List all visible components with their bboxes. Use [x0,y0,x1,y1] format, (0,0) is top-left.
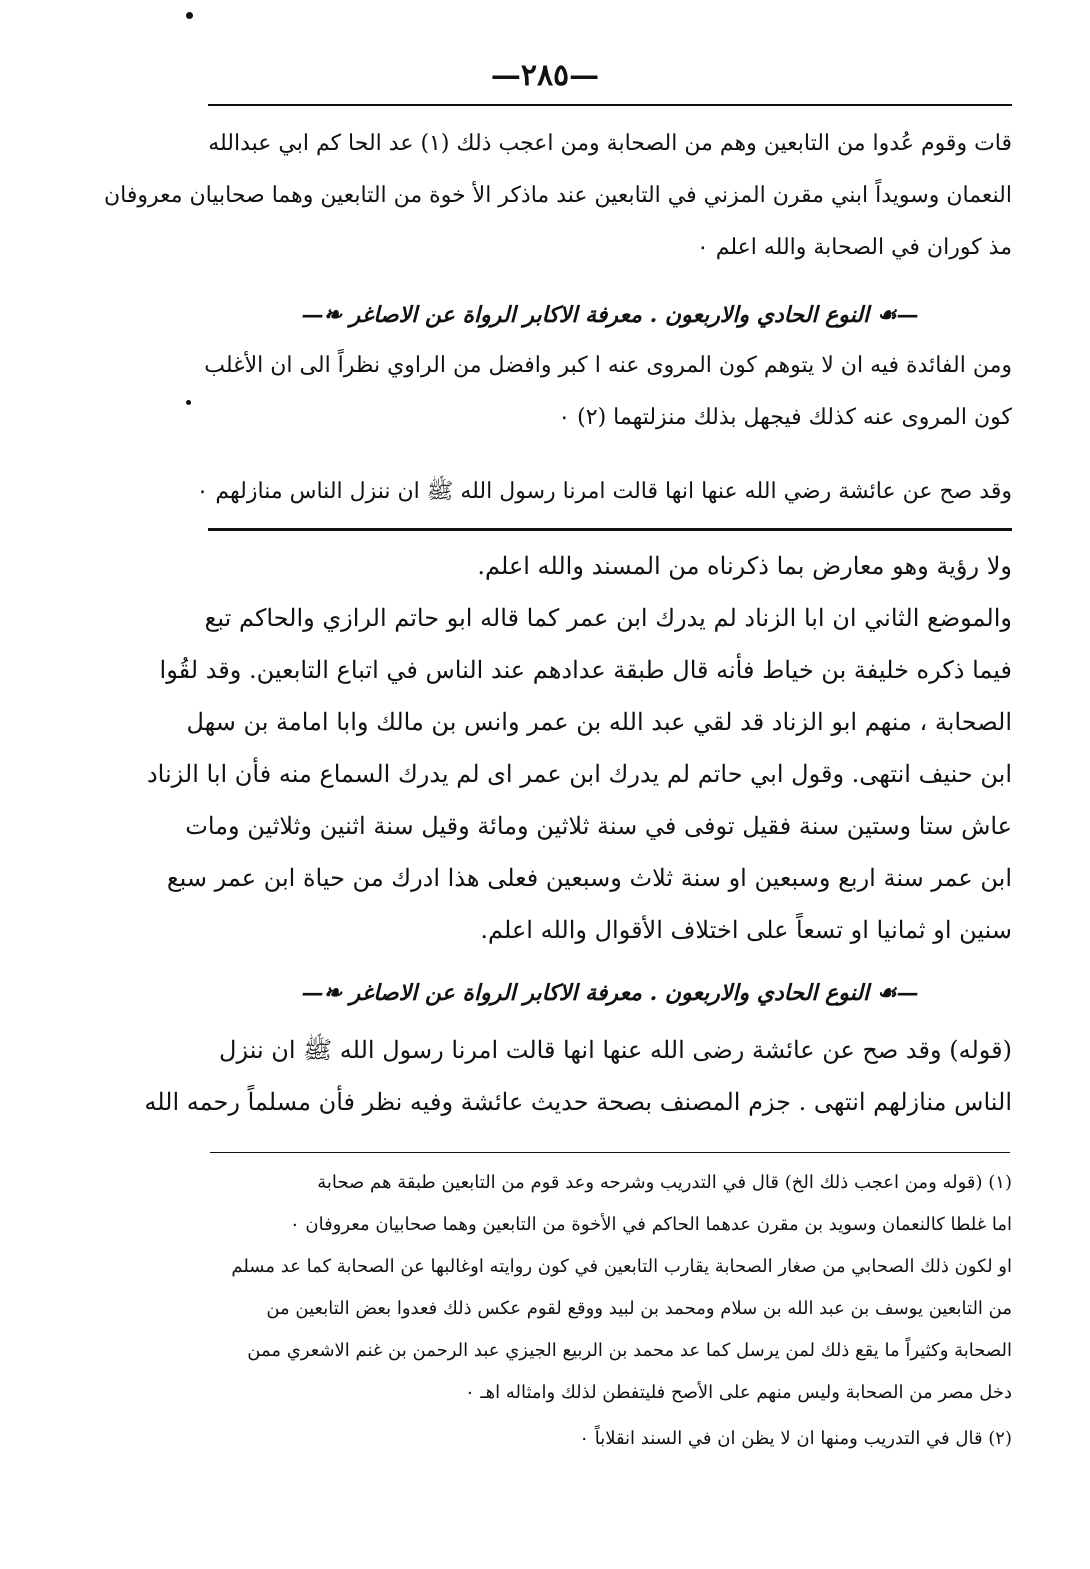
text-line: سنين او ثمانيا او تسعاً على اختلاف الأقوال والله اعلم. [480,916,1012,944]
header-rule [208,104,1012,106]
main-text-paragraph-3 [196,466,1012,518]
footnote-line: من التابعين يوسف بن عبد الله بن سلام ومحمد بن لبيد ووقع لقوم عكس ذلك فعدوا بعض التابعين من [266,1298,1012,1319]
ink-speck [186,400,191,405]
text-line: ومن الفائدة فيه ان لا يتوهم كون المروى عنه ا كبر وافضل من الراوي نظراً الى ان الأغلب [204,353,1012,378]
section-heading: —☙ النوع الحادي والاربعون . معرفة الاكابر الرواة عن الاصاغر ❧— [301,302,919,328]
footnote-line: اما غلطا كالنعمان وسويد بن مقرن عدهما الحاكم في الأخوة من التابعين وهما صحابيان معروفان ٠ [289,1214,1012,1235]
text-line: النعمان وسويداً ابني مقرن المزني في التابعين عند ماذكر الأ خوة من التابعين وهما صحابيان معروفان [104,183,1012,208]
commentary-section-heading: —☙ النوع الحادي والاربعون . معرفة الاكابر الرواة عن الاصاغر ❧— [301,980,919,1006]
text-line: عاش ستا وستين سنة فقيل توفى في سنة ثلاثين ومائة وقيل سنة اثنين وثلاثين ومات [185,812,1012,840]
footnote-line: (١) (قوله ومن اعجب ذلك الخ) قال في التدريب وشرحه وعد قوم من التابعين طبقة هم صحابة [317,1172,1012,1193]
text-line: مذ كوران في الصحابة والله اعلم ٠ [696,235,1012,260]
text-line: وقد صح عن عائشة رضي الله عنها انها قالت امرنا رسول الله ﷺ ان ننزل الناس منازلهم ٠ [196,479,1012,504]
footnote-line: (٢) قال في التدريب ومنها ان لا يظن ان في السند انقلاباً ٠ [579,1428,1012,1449]
text-line: قات وقوم عُدوا من التابعين وهم من الصحابة ومن اعجب ذلك (١) عد الحا كم ابي عبدالله [208,131,1012,156]
footnote-1 [208,1162,1012,1414]
text-line: (قوله) وقد صح عن عائشة رضى الله عنها انها قالت امرنا رسول الله ﷺ ان ننزل [219,1036,1012,1064]
footnote-rule [210,1152,1010,1153]
text-line: الصحابة ، منهم ابو الزناد قد لقي عبد الله بن عمر وانس بن مالك وابا امامة بن سهل [186,708,1012,736]
main-text-paragraph-1 [104,118,1012,274]
footnote-2 [208,1418,1012,1460]
footnote-line: او لكون ذلك الصحابي من صغار الصحابة يقارب التابعين في كون روايته اوغالبها عن الصحابة كما عد مسلم [231,1256,1012,1277]
text-line: فيما ذكره خليفة بن خياط فأنه قال طبقة عدادهم عند الناس في اتباع التابعين. وقد لقُوا [159,656,1012,684]
commentary-divider [208,528,1012,531]
text-line: ابن عمر سنة اربع وسبعين او سنة ثلاث وسبعين فعلى هذا ادرك من حياة ابن عمر سبع [166,864,1012,892]
commentary-paragraph-1 [146,540,1012,956]
text-line: الناس منازلهم انتهى . جزم المصنف بصحة حديث عائشة وفيه نظر فأن مسلماً رحمه الله [144,1088,1012,1116]
commentary-paragraph-2 [144,1024,1012,1128]
text-line: ولا رؤية وهو معارض بما ذكرناه من المسند والله اعلم. [477,552,1012,580]
page-number: —٢٨٥— [490,58,600,93]
text-line: والموضع الثاني ان ابا الزناد لم يدرك ابن عمر كما قاله ابو حاتم الرازي والحاكم تبع [204,604,1012,632]
ink-speck [186,12,193,19]
text-line: ابن حنيف انتهى. وقول ابي حاتم لم يدرك ابن عمر اى لم يدرك السماع منه فأن ابا الزناد [146,760,1012,788]
text-line: كون المروى عنه كذلك فيجهل بذلك منزلتهما (٢) ٠ [558,405,1012,430]
footnote-line: دخل مصر من الصحابة وليس منهم على الأصح فليتفطن لذلك وامثاله اهـ ٠ [464,1382,1012,1403]
footnote-line: الصحابة وكثيراً ما يقع ذلك لمن يرسل كما عد محمد بن الربيع الجيزي عبد الرحمن بن غنم الاشعري ممن [247,1340,1012,1361]
main-text-paragraph-2 [204,340,1012,444]
